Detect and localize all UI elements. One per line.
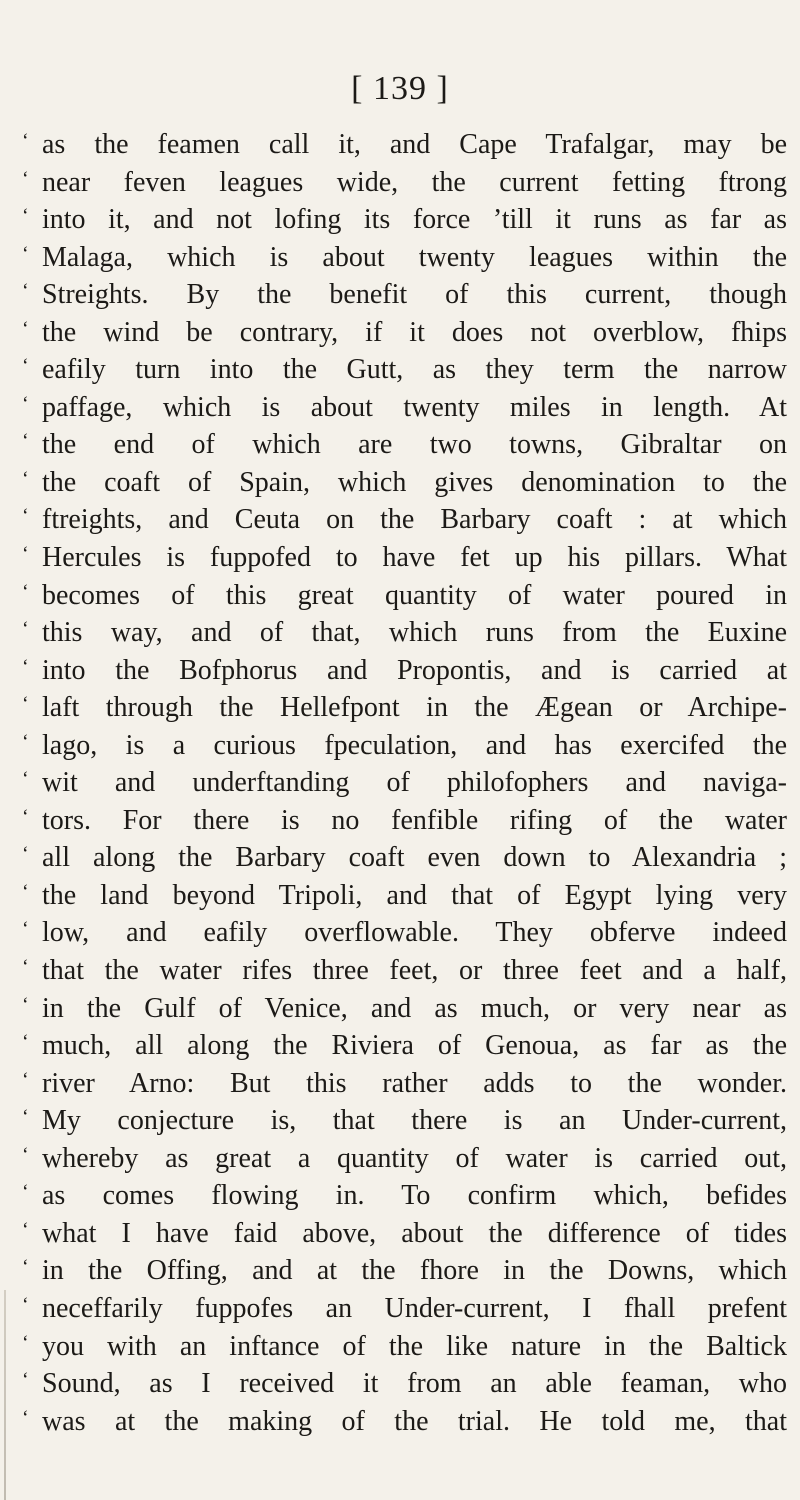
line-text: ftreights, and Ceuta on the Barbary coaft : at which <box>42 504 787 536</box>
text-line <box>22 990 790 1028</box>
text-line <box>22 577 790 615</box>
quote-mark: ‘ <box>22 467 29 490</box>
line-text: lago, is a curious fpeculation, and has exercifed the <box>42 729 787 761</box>
quote-mark: ‘ <box>22 618 29 641</box>
page-gutter-shadow <box>4 1290 6 1500</box>
text-line <box>22 1328 790 1366</box>
quote-mark: ‘ <box>22 1256 29 1279</box>
quote-mark: ‘ <box>22 1331 29 1354</box>
line-text: was at the making of the trial. He told me, that <box>42 1405 787 1437</box>
line-text: in the Gulf of Venice, and as much, or very near as <box>42 992 787 1024</box>
text-line <box>22 539 790 577</box>
text-line <box>22 126 790 164</box>
line-text: whereby as great a quantity of water is carried out, <box>42 1142 787 1174</box>
text-line <box>22 877 790 915</box>
text-line <box>22 314 790 352</box>
quote-mark: ‘ <box>22 205 29 228</box>
quote-mark: ‘ <box>22 843 29 866</box>
quote-mark: ‘ <box>22 1106 29 1129</box>
line-text: the coaft of Spain, which gives denomination to the <box>42 466 787 498</box>
text-line <box>22 1102 790 1140</box>
line-text: Sound, as I received it from an able feaman, who <box>42 1368 787 1400</box>
line-text: near feven leagues wide, the current fetting ftrong <box>42 166 787 198</box>
quote-mark: ‘ <box>22 1218 29 1241</box>
quote-mark: ‘ <box>22 768 29 791</box>
text-line <box>22 201 790 239</box>
line-text: into the Bofphorus and Propontis, and is carried at <box>42 654 787 686</box>
line-text: the end of which are two towns, Gibraltar on <box>42 429 787 461</box>
line-text: Malaga, which is about twenty leagues within the <box>42 241 787 273</box>
quote-mark: ‘ <box>22 1181 29 1204</box>
quote-mark: ‘ <box>22 1406 29 1429</box>
body-text <box>22 126 790 1440</box>
quote-mark: ‘ <box>22 1293 29 1316</box>
line-text: as the feamen call it, and Cape Trafalgar, may be <box>42 129 787 160</box>
text-line <box>22 276 790 314</box>
text-line <box>22 689 790 727</box>
quote-mark: ‘ <box>22 130 29 152</box>
line-text: the land beyond Tripoli, and that of Egypt lying very <box>42 879 787 911</box>
line-text: paffage, which is about twenty miles in length. At <box>42 391 787 423</box>
quote-mark: ‘ <box>22 580 29 603</box>
text-line <box>22 1215 790 1253</box>
text-line <box>22 1365 790 1403</box>
text-line <box>22 464 790 502</box>
line-text: much, all along the Riviera of Genoua, as far as the <box>42 1030 787 1062</box>
quote-mark: ‘ <box>22 167 29 190</box>
text-line <box>22 1403 790 1441</box>
quote-mark: ‘ <box>22 956 29 979</box>
line-text: Hercules is fuppofed to have fet up his pillars. What <box>42 542 787 574</box>
quote-mark: ‘ <box>22 430 29 453</box>
text-line <box>22 1065 790 1103</box>
quote-mark: ‘ <box>22 805 29 828</box>
text-line <box>22 952 790 990</box>
line-text: becomes of this great quantity of water poured in <box>42 579 787 611</box>
text-line <box>22 426 790 464</box>
text-line <box>22 652 790 690</box>
text-line <box>22 239 790 277</box>
line-text: what I have faid above, about the difference of tides <box>42 1217 787 1249</box>
quote-mark: ‘ <box>22 993 29 1016</box>
line-text: neceffarily fuppofes an Under-current, I fhall prefent <box>42 1292 787 1324</box>
quote-mark: ‘ <box>22 505 29 528</box>
text-line <box>22 764 790 802</box>
quote-mark: ‘ <box>22 655 29 678</box>
line-text: river Arno: But this rather adds to the wonder. <box>42 1067 787 1099</box>
line-text: the wind be contrary, if it does not overblow, fhips <box>42 316 787 348</box>
line-text: wit and underftanding of philofophers and naviga- <box>42 767 787 799</box>
line-text: into it, and not lofing its force ’till it runs as far as <box>42 204 787 236</box>
quote-mark: ‘ <box>22 1031 29 1054</box>
line-text: in the Offing, and at the fhore in the Downs, which <box>42 1255 787 1287</box>
line-text: My conjecture is, that there is an Under-current, <box>42 1105 787 1137</box>
line-text: eafily turn into the Gutt, as they term the narrow <box>42 354 787 386</box>
text-line <box>22 914 790 952</box>
quote-mark: ‘ <box>22 693 29 716</box>
line-text: you with an inftance of the like nature in the Baltick <box>42 1330 787 1362</box>
quote-mark: ‘ <box>22 543 29 566</box>
quote-mark: ‘ <box>22 392 29 415</box>
line-text: Streights. By the benefit of this current, though <box>42 279 787 311</box>
quote-mark: ‘ <box>22 1143 29 1166</box>
text-line <box>22 389 790 427</box>
quote-mark: ‘ <box>22 1369 29 1392</box>
text-line <box>22 501 790 539</box>
text-line <box>22 1252 790 1290</box>
text-line <box>22 1177 790 1215</box>
line-text: tors. For there is no fenfible rifing of the water <box>42 804 787 836</box>
quote-mark: ‘ <box>22 280 29 303</box>
quote-mark: ‘ <box>22 730 29 753</box>
quote-mark: ‘ <box>22 880 29 903</box>
text-line <box>22 802 790 840</box>
quote-mark: ‘ <box>22 918 29 941</box>
quote-mark: ‘ <box>22 242 29 265</box>
line-text: that the water rifes three feet, or three feet and a half, <box>42 955 787 987</box>
text-line <box>22 614 790 652</box>
line-text: all along the Barbary coaft even down to Alexandria ; <box>42 842 787 874</box>
text-line <box>22 839 790 877</box>
quote-mark: ‘ <box>22 1068 29 1091</box>
quote-mark: ‘ <box>22 355 29 378</box>
line-text: low, and eafily overflowable. They obferve indeed <box>42 917 787 949</box>
line-text: this way, and of that, which runs from the Euxine <box>42 617 787 649</box>
line-text: laft through the Hellefpont in the Ægean or Archipe- <box>42 692 787 724</box>
text-line <box>22 727 790 765</box>
text-line <box>22 1140 790 1178</box>
quote-mark: ‘ <box>22 317 29 340</box>
page-number-header: [ 139 ] <box>351 70 449 107</box>
line-text: as comes flowing in. To confirm which, befides <box>42 1180 787 1212</box>
text-line <box>22 351 790 389</box>
text-line <box>22 1027 790 1065</box>
text-line <box>22 164 790 202</box>
text-line <box>22 1290 790 1328</box>
